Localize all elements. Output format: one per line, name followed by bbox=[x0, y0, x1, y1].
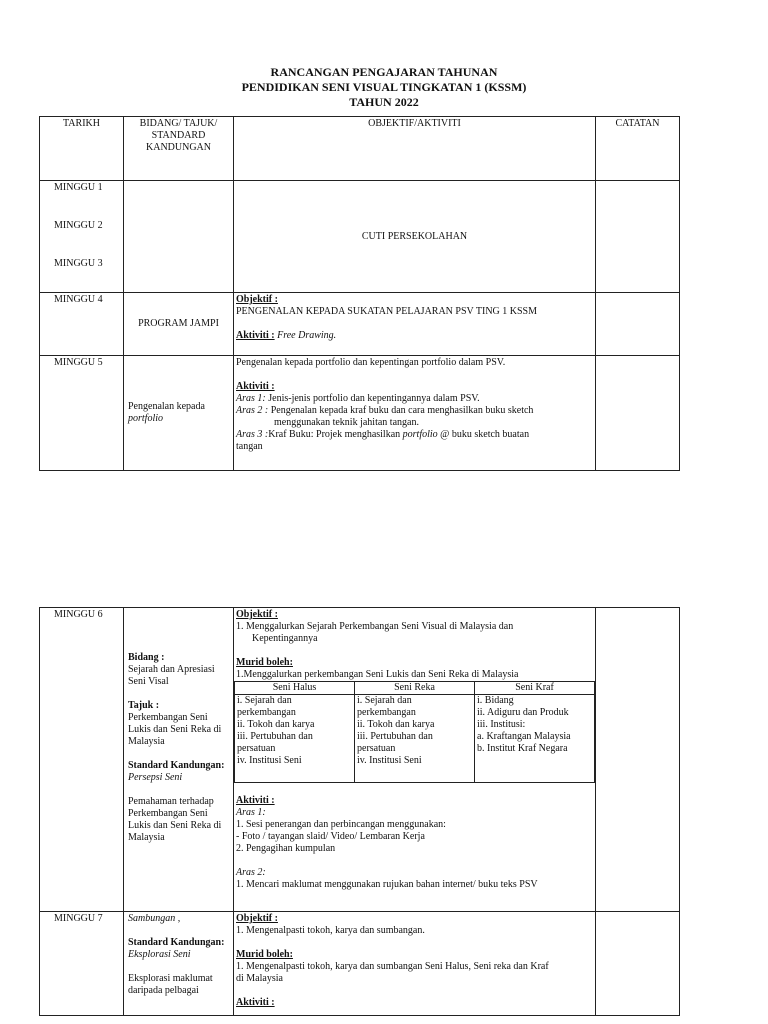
header-catatan: CATATAN bbox=[596, 117, 680, 181]
objektif-text: 1. Mengenalpasti tokoh, karya dan sumbangan. bbox=[236, 925, 425, 936]
aras-label: Aras 3 : bbox=[236, 429, 269, 440]
aras-label: Aras 2: bbox=[236, 867, 266, 878]
weeks-cell bbox=[40, 181, 124, 293]
inner-cell: i. Sejarah dan perkembangan ii. Tokoh dan karya iii. Pertubuhan dan persatuan iv. Institusi Seni bbox=[355, 695, 475, 783]
header-tarikh: TARIKH bbox=[40, 117, 124, 181]
catatan-cell bbox=[596, 181, 680, 293]
bidang-label: Bidang : bbox=[128, 652, 165, 663]
sambungan-text: Sambungan , bbox=[128, 913, 181, 924]
objektif-label: Objektif : bbox=[236, 609, 278, 620]
objektif-cell bbox=[234, 608, 596, 912]
aras-text-italic: portfolio bbox=[402, 429, 438, 440]
tajuk-label: Tajuk : bbox=[128, 700, 160, 711]
aras-text: tangan bbox=[236, 441, 263, 452]
objektif-cell bbox=[234, 293, 596, 356]
standard-kandungan-text: Eksplorasi Seni bbox=[128, 949, 191, 960]
week-label: MINGGU 1 bbox=[54, 182, 103, 193]
table-row bbox=[40, 608, 680, 912]
table-row bbox=[40, 356, 680, 471]
week-label: MINGGU 4 bbox=[40, 293, 124, 356]
week-label: MINGGU 6 bbox=[40, 608, 124, 912]
murid-text: 1. Mengenalpasti tokoh, karya dan sumbangan Seni Halus, Seni reka dan Kraf bbox=[236, 961, 549, 972]
document-title bbox=[0, 65, 768, 110]
week-label: MINGGU 2 bbox=[54, 220, 103, 231]
plan-table-page-2 bbox=[39, 607, 680, 1016]
title-line-2: PENDIDIKAN SENI VISUAL TINGKATAN 1 (KSSM) bbox=[241, 80, 527, 94]
aras-text: 1. Sesi penerangan dan perbincangan menggunakan: bbox=[236, 819, 446, 830]
murid-text: di Malaysia bbox=[236, 973, 283, 984]
aktiviti-label: Aktiviti : bbox=[236, 997, 275, 1008]
aktiviti-label: Aktiviti : bbox=[236, 330, 275, 341]
objektif-label: Objektif : bbox=[236, 913, 278, 924]
aras-text: Pengenalan kepada kraf buku dan cara menghasilkan buku sketch bbox=[268, 405, 534, 416]
aras-label: Aras 1: bbox=[236, 807, 266, 818]
aktiviti-label: Aktiviti : bbox=[236, 381, 275, 392]
week-label: MINGGU 3 bbox=[54, 258, 103, 269]
aras-text: Jenis-jenis portfolio dan kepentingannya dalam PSV. bbox=[265, 393, 480, 404]
objektif-cell bbox=[234, 356, 596, 471]
bidang-cell bbox=[124, 608, 234, 912]
objektif-text: PENGENALAN KEPADA SUKATAN PELAJARAN PSV TING 1 KSSM bbox=[236, 306, 538, 317]
bidang-text-italic: portfolio bbox=[128, 413, 164, 424]
objektif-cell bbox=[234, 912, 596, 1016]
standard-kandungan-label: Standard Kandungan: bbox=[128, 937, 225, 948]
aras-label: Aras 2 : bbox=[236, 405, 269, 416]
murid-text: 1.Menggalurkan perkembangan Seni Lukis dan Seni Reka di Malaysia bbox=[236, 669, 519, 680]
aras-text: 2. Pengagihan kumpulan bbox=[236, 843, 336, 854]
bidang-cell bbox=[124, 181, 234, 293]
bidang-text: Sejarah dan Apresiasi Seni Visal bbox=[128, 664, 215, 687]
aktiviti-label: Aktiviti : bbox=[236, 795, 275, 806]
bidang-cell bbox=[124, 356, 234, 471]
bidang-cell bbox=[124, 912, 234, 1016]
inner-header: Seni Halus bbox=[235, 682, 355, 695]
week-label: MINGGU 5 bbox=[40, 356, 124, 471]
aras-text: Kraf Buku: Projek menghasilkan bbox=[268, 429, 403, 440]
inner-header: Seni Kraf bbox=[475, 682, 595, 695]
title-line-1: RANCANGAN PENGAJARAN TAHUNAN bbox=[270, 65, 498, 79]
tajuk-text: Perkembangan Seni Lukis dan Seni Reka di Malaysia bbox=[128, 712, 222, 747]
aras-text: 1. Mencari maklumat menggunakan rujukan bahan internet/ buku teks PSV bbox=[236, 879, 538, 890]
header-row bbox=[40, 117, 680, 181]
catatan-cell bbox=[596, 356, 680, 471]
title-line-3: TAHUN 2022 bbox=[349, 95, 419, 109]
catatan-cell bbox=[596, 912, 680, 1016]
standard-kandungan-text: Persepsi Seni bbox=[128, 772, 183, 783]
table-row-holiday bbox=[40, 181, 680, 293]
aktiviti-text: Free Drawing. bbox=[277, 330, 337, 341]
inner-table bbox=[234, 681, 595, 783]
bidang-text: Pengenalan kepada bbox=[128, 401, 205, 412]
murid-label: Murid boleh: bbox=[236, 949, 293, 960]
standard-kandungan-label: Standard Kandungan: bbox=[128, 760, 225, 771]
objektif-text: Kepentingannya bbox=[252, 633, 318, 644]
plan-table-page-1 bbox=[39, 116, 680, 471]
objektif-text: 1. Menggalurkan Sejarah Perkembangan Seni Visual di Malaysia dan bbox=[236, 621, 514, 632]
aras-text: - Foto / tayangan slaid/ Video/ Lembaran Kerja bbox=[236, 831, 425, 842]
table-row bbox=[40, 912, 680, 1016]
header-bidang: BIDANG/ TAJUK/ STANDARD KANDUNGAN bbox=[124, 117, 234, 181]
aras-text: menggunakan teknik jahitan tangan. bbox=[274, 417, 419, 428]
objektif-label: Objektif : bbox=[236, 294, 278, 305]
inner-header: Seni Reka bbox=[355, 682, 475, 695]
intro-text: Pengenalan kepada portfolio dan kepentingan portfolio dalam PSV. bbox=[236, 357, 506, 368]
inner-cell: i. Sejarah dan perkembangan ii. Tokoh dan karya iii. Pertubuhan dan persatuan iv. Institusi Seni bbox=[235, 695, 355, 783]
bidang-text: PROGRAM JAMPI bbox=[124, 293, 234, 356]
murid-label: Murid boleh: bbox=[236, 657, 293, 668]
catatan-cell bbox=[596, 608, 680, 912]
table-row bbox=[40, 293, 680, 356]
inner-cell: i. Bidang ii. Adiguru dan Produk iii. Institusi: a. Kraftangan Malaysia b. Institut Kraf Negara bbox=[475, 695, 595, 783]
standard-kandungan-desc: Pemahaman terhadap Perkembangan Seni Lukis dan Seni Reka di Malaysia bbox=[128, 796, 222, 843]
aras-text: @ buku sketch buatan bbox=[437, 429, 530, 440]
header-objektif: OBJEKTIF/AKTIVITI bbox=[234, 117, 596, 181]
catatan-cell bbox=[596, 293, 680, 356]
aras-label: Aras 1: bbox=[236, 393, 266, 404]
week-label: MINGGU 7 bbox=[40, 912, 124, 1016]
standard-kandungan-desc: Eksplorasi maklumat daripada pelbagai bbox=[128, 973, 213, 996]
holiday-text: CUTI PERSEKOLAHAN bbox=[234, 181, 596, 293]
